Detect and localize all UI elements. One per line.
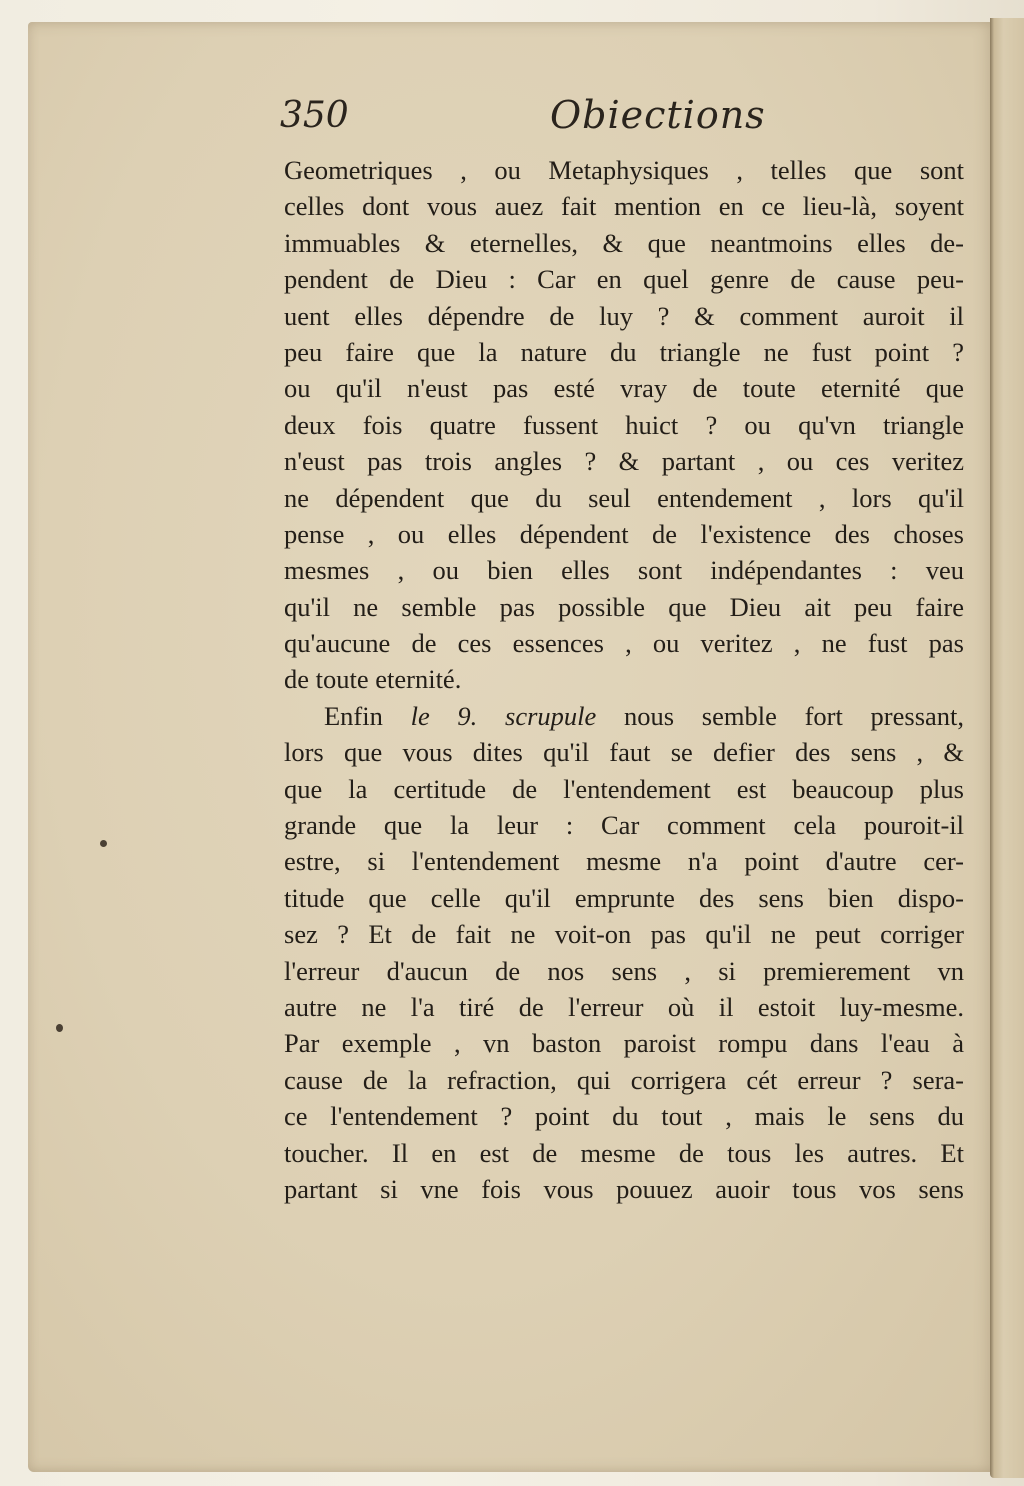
text-line: ne dépendent que du seul entendement , lors qu'il [284, 482, 964, 513]
ink-spot [100, 840, 107, 847]
text-line: partant si vne fois vous pouuez auoir tous vos sens [284, 1173, 964, 1204]
paragraph [284, 698, 964, 1207]
text-line: sez ? Et de fait ne voit-on pas qu'il ne peut corriger [284, 919, 964, 950]
paragraph [284, 152, 964, 698]
text-line: ou qu'il n'eust pas esté vray de toute eternité que [284, 373, 964, 404]
text-line: cause de la refraction, qui corrigera cét erreur ? sera- [284, 1064, 964, 1095]
text-line: ce l'entendement ? point du tout , mais le sens du [284, 1101, 964, 1132]
text-line: mesmes , ou bien elles sont indépendantes : veu [284, 555, 964, 586]
text-line: de toute eternité. [284, 664, 462, 695]
text-line: pendent de Dieu : Car en quel genre de cause peu- [284, 264, 964, 295]
running-title: Obiections [550, 93, 766, 137]
text-line: lors que vous dites qu'il faut se defier des sens , & [284, 737, 964, 768]
text-line: qu'il ne semble pas possible que Dieu ait peu faire [284, 591, 964, 622]
text-line: uent elles dépendre de luy ? & comment auroit il [284, 300, 964, 331]
text-line: titude que celle qu'il emprunte des sens bien dispo- [284, 882, 964, 913]
facing-page-edge [990, 18, 1024, 1478]
scruple-reference: le 9. scrupule [410, 700, 597, 731]
page-number: 350 [280, 95, 349, 136]
text-line: qu'aucune de ces essences , ou veritez , ne fust pas [284, 628, 964, 659]
body-text [284, 152, 964, 1207]
text-line: pense , ou elles dépendent de l'existence des choses [284, 518, 964, 549]
text-run: nous semble fort pressant, [624, 700, 965, 731]
text-line: grande que la leur : Car comment cela pouroit-il [284, 810, 964, 841]
text-line: estre, si l'entendement mesme n'a point d'autre cer- [284, 846, 964, 877]
text-line [284, 698, 964, 734]
text-run: Enfin [324, 700, 383, 731]
text-line: deux fois quatre fussent huict ? ou qu'vn triangle [284, 409, 964, 440]
ink-spot [56, 1024, 63, 1032]
text-line: n'eust pas trois angles ? & partant , ou ces veritez [284, 446, 964, 477]
text-line: Par exemple , vn baston paroist rompu dans l'eau à [284, 1028, 964, 1059]
text-line: autre ne l'a tiré de l'erreur où il estoit luy-mesme. [284, 991, 964, 1022]
running-head [280, 95, 970, 145]
text-line: l'erreur d'aucun de nos sens , si premierement vn [284, 955, 964, 986]
text-line: toucher. Il en est de mesme de tous les autres. Et [284, 1137, 964, 1168]
text-line: peu faire que la nature du triangle ne fust point ? [284, 336, 964, 367]
text-line: Geometriques , ou Metaphysiques , telles que sont [284, 155, 964, 185]
text-line: celles dont vous auez fait mention en ce lieu-là, soyent [284, 191, 964, 222]
text-line: que la certitude de l'entendement est beaucoup plus [284, 773, 964, 804]
text-line: immuables & eternelles, & que neantmoins elles de- [284, 227, 964, 258]
